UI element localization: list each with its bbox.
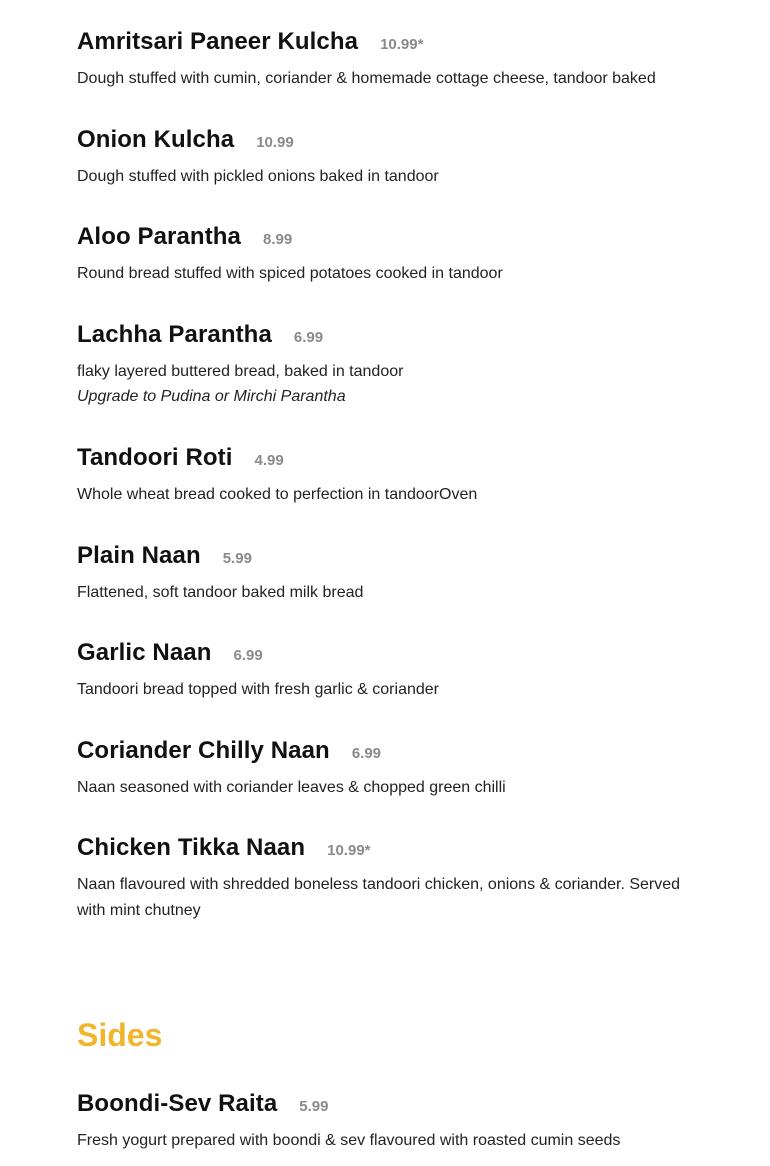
item-description: Round bread stuffed with spiced potatoes cooked in tandoor: [77, 265, 503, 282]
menu-item-garlic-naan: [77, 639, 697, 703]
item-description: Naan seasoned with coriander leaves & chopped green chilli: [77, 779, 506, 796]
item-price: 10.99: [256, 134, 294, 151]
item-price: 6.99: [351, 745, 382, 762]
item-description: Flattened, soft tandoor baked milk bread: [77, 584, 364, 601]
item-price: 10.99*: [380, 36, 424, 53]
menu-item-chicken-tikka-naan: [77, 834, 697, 924]
item-name: Plain Naan: [77, 542, 201, 569]
menu-item-plain-naan: [77, 542, 697, 606]
item-price: 10.99*: [327, 842, 371, 859]
section-title-sides: Sides: [77, 1017, 163, 1053]
item-name: Coriander Chilly Naan: [77, 737, 330, 764]
item-price: 5.99: [299, 1098, 329, 1115]
item-name: Onion Kulcha: [77, 126, 235, 153]
item-upgrade-note: Upgrade to Pudina or Mirchi Parantha: [77, 388, 346, 405]
menu-item-tandoori-roti: [77, 444, 697, 508]
item-name: Lachha Parantha: [77, 321, 272, 348]
item-description: Dough stuffed with cumin, coriander & homemade cottage cheese, tandoor baked: [77, 70, 656, 87]
item-name: Chicken Tikka Naan: [77, 834, 306, 861]
item-name: Amritsari Paneer Kulcha: [77, 28, 359, 55]
item-description: Whole wheat bread cooked to perfection in tandoorOven: [77, 486, 478, 503]
item-description: Dough stuffed with pickled onions baked in tandoor: [77, 168, 439, 185]
item-description: Fresh yogurt prepared with boondi & sev flavoured with roasted cumin seeds: [77, 1132, 621, 1149]
menu-item-lachha-parantha: [77, 321, 697, 409]
item-description: Tandoori bread topped with fresh garlic & coriander: [77, 681, 439, 698]
item-name: Garlic Naan: [77, 639, 212, 666]
item-description: Naan flavoured with shredded boneless tandoori chicken, onions & coriander. Served with mint chutney: [77, 876, 681, 919]
menu-item-coriander-chilly-naan: [77, 737, 697, 801]
item-name: Tandoori Roti: [77, 444, 233, 471]
item-name: Aloo Parantha: [77, 223, 241, 250]
menu-item-boondi-sev-raita: [77, 1090, 697, 1154]
item-price: 5.99: [222, 550, 252, 567]
menu-item-amritsari-paneer-kulcha: [77, 28, 697, 92]
item-price: 4.99: [254, 452, 284, 469]
item-description: flaky layered buttered bread, baked in tandoor: [77, 363, 404, 380]
item-price: 6.99: [293, 329, 324, 346]
item-price: 8.99: [263, 231, 293, 248]
item-price: 6.99: [233, 647, 263, 664]
item-name: Boondi-Sev Raita: [77, 1090, 278, 1117]
menu-item-onion-kulcha: [77, 126, 697, 190]
menu-item-aloo-parantha: [77, 223, 697, 287]
